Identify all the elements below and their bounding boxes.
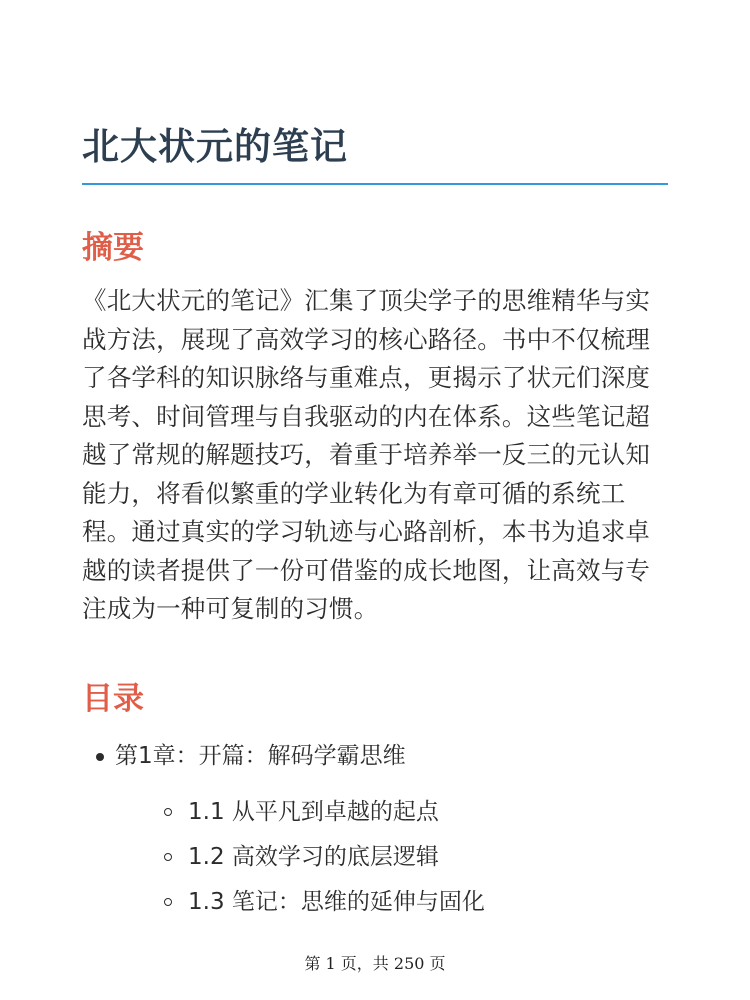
toc-section-label: 1.2 高效学习的底层逻辑 [188,844,439,870]
toc-chapter-label: 第1章：开篇：解码学霸思维 [115,743,406,769]
bullet-circle-icon [164,898,172,906]
toc-section-item[interactable] [188,794,439,830]
page-footer: 第 1 页，共 250 页 [304,954,446,973]
bullet-circle-icon [164,853,172,861]
abstract-heading: 摘要 [82,230,144,266]
toc-heading: 目录 [82,681,144,717]
document-title: 北大状元的笔记 [82,125,348,168]
toc-chapter-item[interactable] [115,738,406,774]
bullet-circle-icon [164,808,172,816]
toc-section-item[interactable] [188,884,485,920]
title-divider [82,183,668,185]
toc-section-item[interactable] [188,839,439,875]
bullet-disc-icon [96,753,104,761]
toc-section-label: 1.1 从平凡到卓越的起点 [188,799,439,825]
toc-section-label: 1.3 笔记：思维的延伸与固化 [188,889,485,915]
abstract-paragraph: 《北大状元的笔记》汇集了顶尖学子的思维精华与实战方法，展现了高效学习的核心路径。书中不仅梳理了各学科的知识脉络与重难点，更揭示了状元们深度思考、时间管理与自我驱动的内在体系。这些笔记超越了常规的解题技巧，着重于培养举一反三的元认知能力，将看似繁重的学业转化为有章可循的系统工程。通过真实的学习轨迹与心路剖析，本书为追求卓越的读者提供了一份可借鉴的成长地图，让高效与专注成为一种可复制的习惯。 [82,286,651,623]
